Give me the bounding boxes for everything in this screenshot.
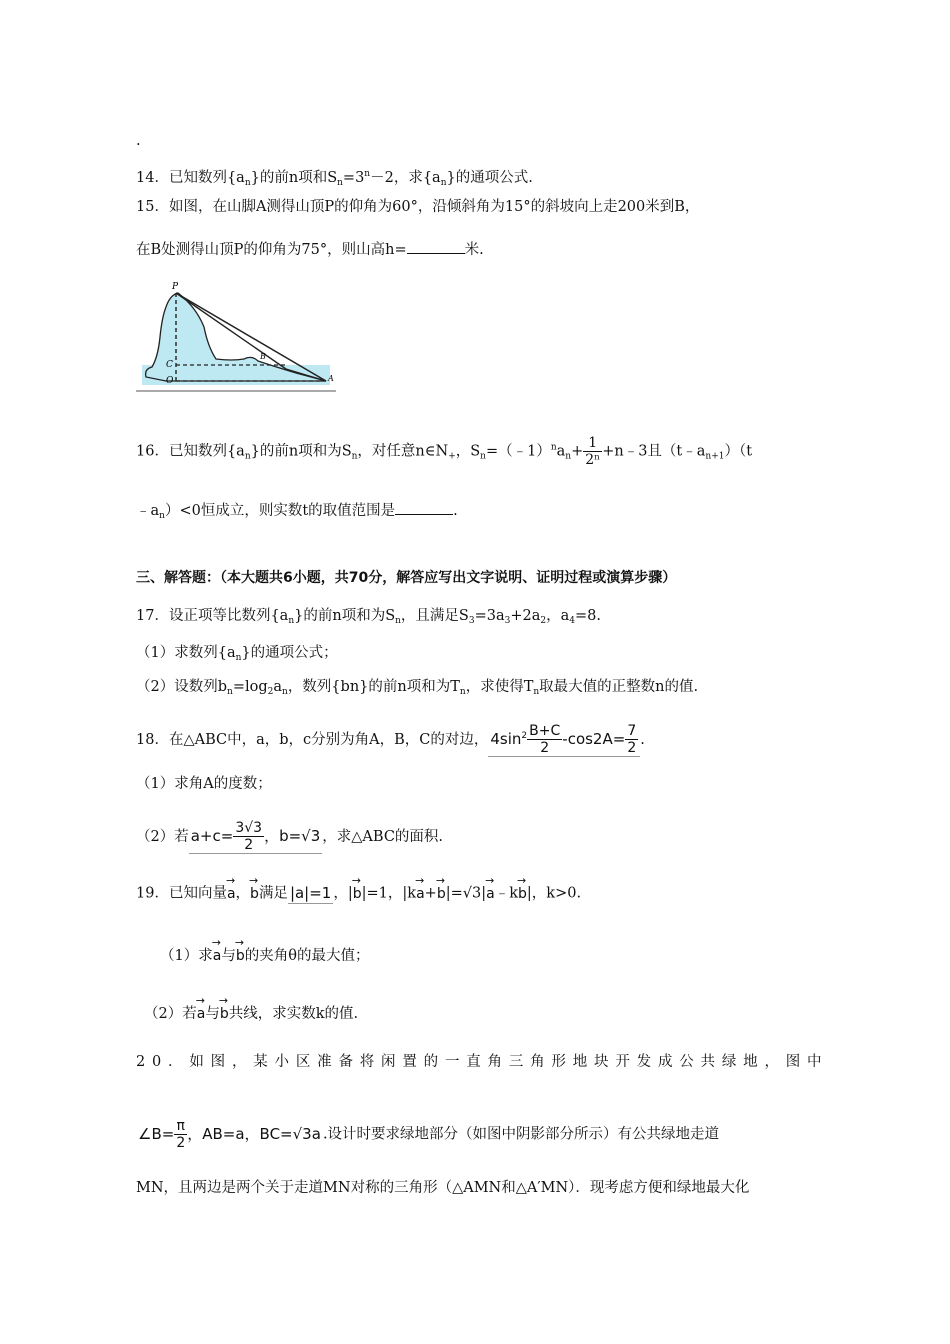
- q17-sub: n: [282, 687, 288, 697]
- fraction-7-over-2: [625, 723, 638, 756]
- q19-text: |=: [445, 885, 463, 902]
- q16-sub: n: [244, 451, 251, 462]
- frac-num: π: [174, 1118, 187, 1135]
- frac-den: 2: [540, 740, 550, 756]
- q17-text: =3a: [474, 608, 505, 624]
- q17-sub: n: [395, 616, 401, 626]
- q17-sub: n: [227, 687, 233, 697]
- q17-text: ，a: [546, 608, 570, 624]
- q19-text: |=1，|k: [361, 885, 417, 902]
- vector-a: → a: [227, 884, 236, 904]
- vector-a: → a: [197, 1004, 206, 1024]
- q17-sub: n: [533, 687, 540, 697]
- label-c: C: [166, 360, 173, 370]
- q14-text: －2，求{a: [370, 170, 441, 186]
- q16-sub: +: [448, 451, 456, 462]
- frac-num: 1: [583, 435, 602, 452]
- vector-b: → b: [250, 884, 259, 904]
- q18-text: .: [640, 732, 645, 748]
- eq-part: ，AB=a，BC=: [187, 1125, 293, 1143]
- frac-den: 2: [244, 837, 254, 853]
- question-20-line2: [136, 1118, 719, 1151]
- q17-text: }的前n项和为S: [294, 608, 396, 624]
- question-18-part2: [136, 820, 443, 854]
- fraction-bc-over-2: [527, 723, 562, 756]
- q19-text: 的夹角θ的最大值；: [244, 948, 370, 964]
- q19-text: ，|: [333, 885, 353, 902]
- q17-text: +2a: [510, 608, 541, 624]
- q16-text: +n﹣3且（t﹣a: [602, 443, 706, 460]
- sqrt-3: √3: [462, 885, 482, 902]
- fraction-pi-over-2: [174, 1118, 187, 1151]
- q18-text: （2）若: [136, 829, 189, 845]
- q16-sub: n: [159, 511, 165, 521]
- q19-text: （2）若: [144, 1006, 197, 1022]
- eq-part: ，b=: [264, 827, 302, 845]
- section-heading: 三、解答题：（本大题共6小题，共70分，解答应写出文字说明、证明过程或演算步骤）: [136, 570, 677, 586]
- eq-part: -cos2A=: [562, 730, 626, 748]
- eq-sup: 2: [521, 731, 528, 741]
- q19-text: ﹣k: [494, 885, 519, 902]
- sqrt-3: √3: [292, 1125, 312, 1143]
- label-o: O: [166, 376, 174, 386]
- question-19-line1: [136, 883, 581, 904]
- question-14: [136, 164, 533, 193]
- q16-text: ﹣a: [136, 503, 160, 519]
- frac-den: 2: [627, 740, 637, 756]
- frac-den: 2: [176, 1135, 186, 1151]
- label-a: A: [328, 374, 334, 383]
- q17-sub: n: [288, 616, 295, 626]
- q20-text: .设计时要求绿地部分（如图中阴影部分所示）有公共绿地走道: [322, 1126, 720, 1143]
- q17-sub: 2: [267, 687, 274, 697]
- q16-sub: n+1: [705, 451, 725, 462]
- q17-sub: 4: [569, 616, 576, 626]
- q16-text: 16．已知数列{a: [136, 443, 245, 460]
- label-b: B: [260, 352, 266, 361]
- question-19-part1: [160, 946, 369, 966]
- q14-text: 14．已知数列{a: [136, 170, 245, 186]
- q16-sub: n: [351, 451, 358, 462]
- q14-sub: n: [440, 178, 447, 188]
- eq-part: a: [311, 1125, 321, 1143]
- q18-text: ，求△ABC的面积.: [322, 829, 444, 845]
- q17-sub: n: [459, 687, 466, 697]
- question-20-line3: MN，且两边是两个关于走道MN对称的三角形（△AMN和△A′MN）．现考虑方便和绿地最大化: [136, 1180, 750, 1196]
- q14-text: }的通项公式.: [446, 170, 533, 186]
- fraction-1-over-2n: [583, 435, 602, 468]
- q14-text: }的前n项和S: [250, 170, 338, 186]
- q17-sub: 2: [540, 616, 547, 626]
- q17-text: =log: [232, 679, 268, 695]
- equation-4sin: [488, 723, 640, 757]
- question-15-line2: [136, 240, 484, 260]
- q19-text: 满足: [258, 885, 288, 902]
- question-16-line1: [136, 435, 752, 468]
- q16-text: ，对任意n∈N: [357, 443, 449, 460]
- vector-b: → b: [437, 884, 446, 904]
- vector-b: → b: [236, 946, 245, 966]
- q15-text: 米.: [464, 242, 484, 258]
- question-17-line1: [136, 606, 601, 631]
- question-15-line1: 15．如图，在山脚A测得山顶P的仰角为60°，沿倾斜角为15°的斜坡向上走200米到B，: [136, 199, 700, 215]
- q16-text: .: [453, 503, 458, 519]
- q18-text: 18．在△ABC中，a，b，c分别为角A，B，C的对边，: [136, 732, 489, 748]
- eq-part: a+c=: [190, 827, 234, 845]
- vector-b: → b: [353, 884, 362, 904]
- q14-sup: n: [364, 169, 371, 179]
- q17-sub: n: [235, 653, 242, 663]
- q17-text: 取最大值的正整数n的值.: [539, 679, 699, 695]
- vector-a: → a: [416, 884, 425, 904]
- eq-part: 4sin: [490, 730, 522, 748]
- frac-num: 7: [627, 723, 637, 739]
- q16-text: }的前n项和为S: [250, 443, 352, 460]
- q17-text: （2）设数列b: [136, 679, 228, 695]
- q17-sub: 3: [504, 616, 511, 626]
- vector-b: → b: [518, 884, 527, 904]
- q17-text: =8.: [575, 608, 601, 624]
- q16-text: ）<0恒成立，则实数t的取值范围是: [164, 503, 396, 519]
- label-p: P: [172, 282, 179, 292]
- q19-text: 与: [221, 948, 236, 964]
- answer-blank: [407, 241, 465, 254]
- q16-text: a: [556, 443, 566, 460]
- question-18-part1: （1）求角A的度数；: [136, 776, 272, 792]
- q19-text: （1）求: [160, 948, 213, 964]
- equation-abs-a: |a|=1: [289, 884, 332, 902]
- q17-sub: 3: [468, 616, 475, 626]
- q17-text: ，且满足S: [400, 608, 469, 624]
- question-20-line1: 20．如图，某小区准备将闲置的一直角三角形地块开发成公共绿地，图中: [136, 1054, 829, 1070]
- q17-text: ，数列{bn}的前n项和为T: [287, 679, 460, 695]
- q19-text: ，: [235, 885, 251, 902]
- q19-text: +: [424, 885, 437, 902]
- stray-dot: .: [136, 133, 141, 149]
- q17-text: a: [273, 679, 283, 695]
- q16-sup: n: [550, 442, 557, 453]
- q17-text: （1）求数列{a: [136, 645, 236, 661]
- q19-text: 与: [205, 1006, 220, 1022]
- q14-text: =3: [342, 170, 365, 186]
- q14-sub: n: [337, 178, 343, 188]
- equation-angle-b: [136, 1118, 323, 1151]
- vector-b: → b: [220, 1004, 229, 1024]
- q17-text: }的通项公式；: [241, 645, 338, 661]
- question-18-line1: [136, 723, 645, 757]
- q17-text: 17．设正项等比数列{a: [136, 608, 289, 624]
- q15-text: 在B处测得山顶P的仰角为75°，则山高h=: [136, 242, 407, 258]
- q19-text: 19．已知向量: [136, 885, 227, 902]
- vector-a: → a: [213, 946, 222, 966]
- q16-text: ）（t: [724, 443, 753, 460]
- eq-part: √3: [301, 827, 321, 845]
- question-17-part2: [136, 677, 698, 702]
- question-17-part1: [136, 643, 338, 668]
- frac-den: 2ⁿ: [585, 452, 601, 468]
- q19-text: |，k>0.: [526, 885, 582, 902]
- q17-text: ，求使得T: [465, 679, 534, 695]
- frac-num: B+C: [529, 723, 561, 739]
- answer-blank: [395, 502, 453, 515]
- q16-text: +: [571, 443, 584, 460]
- vector-a: → a: [486, 884, 495, 904]
- q19-text: |: [481, 885, 487, 902]
- q16-text: ，S: [455, 443, 481, 460]
- q19-text: 共线，求实数k的值.: [228, 1006, 359, 1022]
- q14-sub: n: [244, 178, 251, 188]
- frac-num: 3√3: [235, 820, 263, 836]
- q16-sub: n: [480, 451, 486, 462]
- question-19-part2: [144, 1004, 358, 1024]
- eq-part: ∠B=: [138, 1125, 175, 1143]
- fraction-3sqrt3-over-2: [233, 820, 264, 853]
- q16-sub: n: [565, 451, 572, 462]
- mountain-slope-figure: [136, 277, 336, 395]
- q16-text: =（﹣1）: [485, 443, 551, 460]
- question-16-line2: [136, 501, 458, 526]
- equation-a-plus-c: [189, 820, 323, 854]
